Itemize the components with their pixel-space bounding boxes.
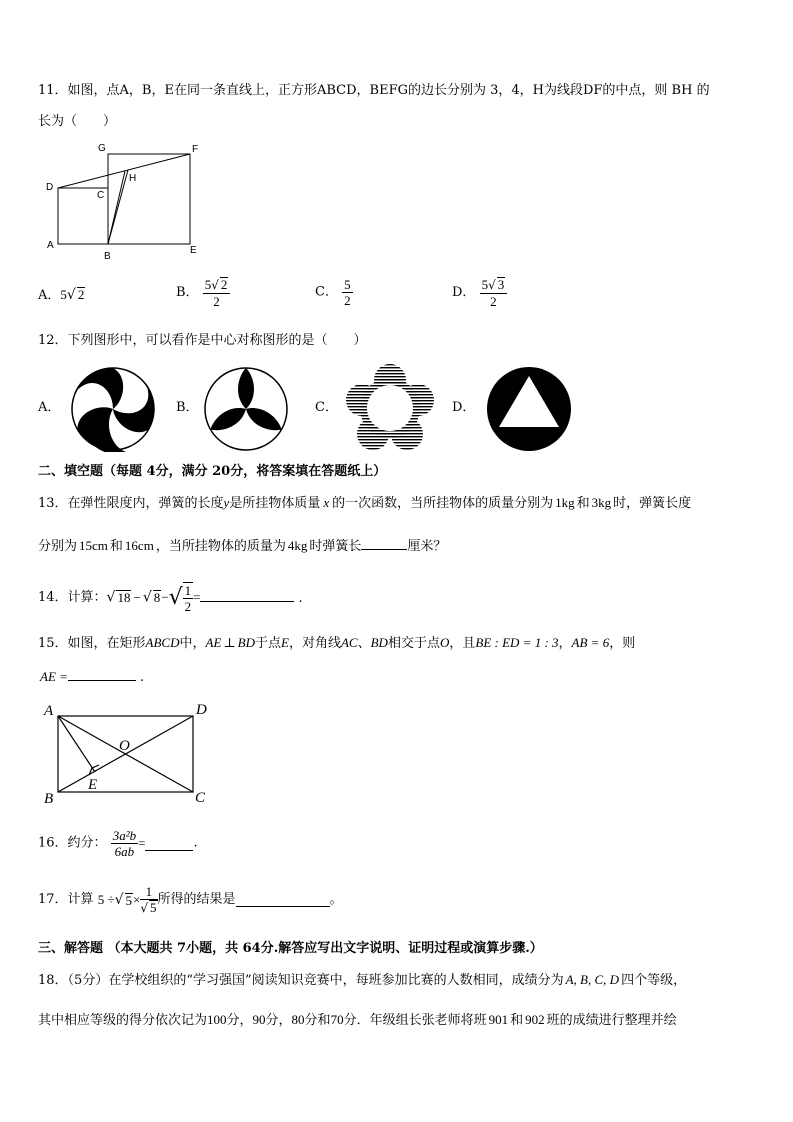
label-c: C [195, 790, 206, 806]
q13-answer-blank[interactable] [361, 536, 407, 550]
q17-answer-blank[interactable] [236, 893, 330, 907]
q12-option-a-label: A． [38, 400, 61, 415]
q11-figure [40, 138, 210, 263]
q12-figure-a-triskelion [70, 366, 156, 452]
q11-line1: 11．如图，点A，B，E在同一条直线上，正方形ABCD，BEFG的边长分别为 3，4，H为线段DF的中点，则 BH 的 [38, 83, 710, 98]
q12-figure-d-triangle-in-circle [486, 366, 572, 452]
q15-line2: AE = . [40, 669, 145, 685]
q11-option-c: C． $\frac{5}{2}$ [315, 277, 351, 308]
q16-answer-blank[interactable] [145, 837, 193, 851]
q13-line1: 13．在弹性限度内，弹簧的长度y是所挂物体质量 x 的一次函数，当所挂物体的质量分别为 1kg 和 3kg 时，弹簧长度 [38, 495, 692, 511]
q12-option-b-label: B． [176, 400, 199, 415]
q13-line2: 分别为 15cm 和 16cm ，当所挂物体的质量为 4kg 时弹簧长 厘米？ [38, 538, 447, 554]
q11-option-b: B． $\frac{5√ 2}{2}$ [176, 277, 230, 309]
segment-ae [58, 716, 95, 772]
label-e: E [88, 777, 98, 793]
label-b: B [104, 251, 111, 262]
label-h: H [129, 173, 137, 184]
q11-option-d: D． $\frac{5√ 3}{2}$ [452, 277, 507, 309]
q14-line: 14．计算：√ 18 − √ 8−√ $\frac{1}{2}$ = . [38, 583, 303, 614]
q12-option-c-label: C． [315, 400, 338, 415]
label-e: E [190, 245, 197, 256]
label-a: A [47, 240, 54, 251]
q12-figure-c-striped-flower [344, 364, 436, 452]
q17-line: 17．计算 5 ÷√ 5× $\frac{1}{√ 5}$ 所得的结果是 。 [38, 884, 343, 915]
section2-heading: 二、填空题（每题 4分，满分 20分，将答案填在答题纸上） [38, 464, 387, 479]
q12-option-d-label: D． [452, 400, 476, 415]
label-f: F [192, 144, 199, 155]
q18-line2: 其中相应等级的得分依次记为100分，90分，80分和70分．年级组长张老师将班 901 和 902 班的成绩进行整理并绘 [38, 1012, 677, 1028]
q11-option-a: A．5√ 2 [38, 287, 85, 303]
q12-text: 12．下列图形中，可以看作是中心对称图形的是（ ） [38, 333, 367, 348]
label-g: G [98, 143, 106, 154]
q15-line1: 15．如图，在矩形ABCD中，AE ⊥ BD于点E，对角线AC、BD相交于点O，且BE : ED = 1 : 3，AB = 6，则 [38, 635, 636, 651]
label-b: B [44, 791, 54, 807]
label-a: A [44, 703, 54, 719]
q18-line1: 18．（5分）在学校组织的“学习强国”阅读知识竞赛中，每班参加比赛的人数相同，成绩分为 A, B, C, D 四个等级， [38, 972, 687, 988]
q12-figure-b-three-petals [203, 366, 289, 452]
q16-line: 16．约分： $\frac{\text{3a²b}}{6ab}$ = . [38, 828, 198, 859]
q15-rectangle-figure [40, 696, 220, 808]
label-d: D [46, 182, 54, 193]
label-c: C [97, 190, 105, 201]
q14-answer-blank[interactable] [200, 588, 294, 602]
label-o: O [119, 738, 130, 754]
section3-heading: 三、解答题 （本大题共 7小题，共 64分.解答应写出文字说明、证明过程或演算步骤.） [38, 941, 543, 956]
q11-line2: 长为（ ） [38, 114, 117, 129]
q15-answer-blank[interactable] [68, 667, 136, 681]
label-d: D [196, 702, 207, 718]
